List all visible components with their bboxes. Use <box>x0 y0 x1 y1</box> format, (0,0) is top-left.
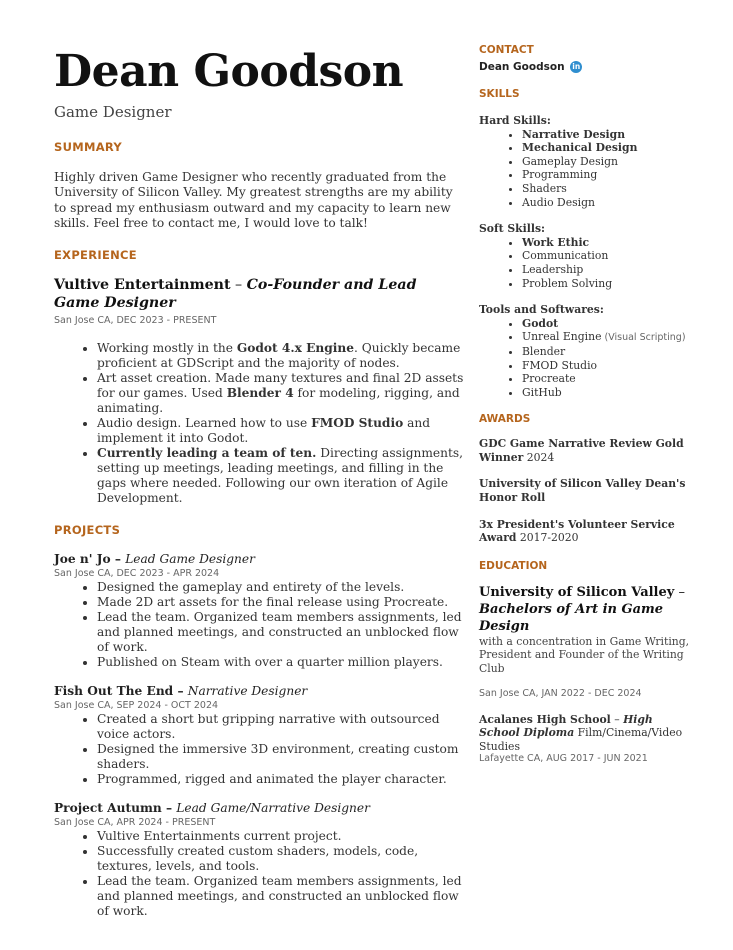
experience-heading: EXPERIENCE <box>54 248 137 263</box>
list-item: • Designed the gameplay and entirety of the levels. <box>97 580 464 595</box>
linkedin-icon[interactable]: in <box>570 61 582 73</box>
education-meta: San Jose CA, JAN 2022 - DEC 2024 <box>479 687 642 699</box>
project-item: Fish Out The End – Narrative Designer San Jose CA, SEP 2024 - OCT 2024 • Created a short but gripping narrative with outsourced voice actors. • Designed the immersive 3D environment, creating custom shaders. • Programmed, rigged and animated the player character. <box>54 684 464 787</box>
title-dash: – <box>230 277 247 294</box>
project-item: Project Autumn – Lead Game/Narrative Designer San Jose CA, APR 2024 - PRESENT • Vultive Entertainments current project. • Successfully created custom shaders, models, code, textures, levels, and tools. • Lead the team. Organized team members assignments, led and planned meetings, and constructed an unblocked flow of work. <box>54 801 464 919</box>
hard-skills-list <box>479 128 694 210</box>
skills-heading: SKILLS <box>479 88 520 100</box>
list-item: • Published on Steam with over a quarter million players. <box>97 655 464 670</box>
project-item: Joe n' Jo – Lead Game Designer San Jose CA, DEC 2023 - APR 2024 • Designed the gameplay and entirety of the levels. • Made 2D art assets for the final release using Procreate. • Lead the team. Organized team members assignments, led and planned meetings, and constructed an unblocked flow of work. • Published on Steam with over a quarter million players. <box>54 552 464 670</box>
degree-name: Bachelors of Art in Game Design <box>479 601 664 634</box>
list-item: • Currently leading a team of ten. Directing assignments, setting up meetings, leading meetings, and filling in the gaps where needed. Following our own iteration of Agile Development. <box>97 446 464 506</box>
list-item: • Communication <box>522 249 694 263</box>
list-item: • Gameplay Design <box>522 155 694 169</box>
list-item: • Programming <box>522 168 694 182</box>
experience-bullets <box>54 341 464 506</box>
list-item: • Working mostly in the Godot 4.x Engine. Quickly became proficient at GDScript and the majority of nodes. <box>97 341 464 371</box>
award-item: 3x President's Volunteer Service Award 2017-2020 <box>479 517 675 545</box>
list-item: • Designed the immersive 3D environment, creating custom shaders. <box>97 742 464 772</box>
summary-heading: SUMMARY <box>54 140 123 154</box>
project-meta: San Jose CA, SEP 2024 - OCT 2024 <box>54 700 219 712</box>
award-item: GDC Game Narrative Review Gold Winner 2024 <box>479 437 684 464</box>
list-item: • Created a short but gripping narrative with outsourced voice actors. <box>97 712 464 742</box>
candidate-name: Dean Goodson <box>54 46 404 97</box>
education-detail: Film/Cinema/Video Studies <box>479 726 683 753</box>
tools-heading: Tools and Softwares: <box>479 303 604 317</box>
list-item: • Narrative Design <box>522 128 694 142</box>
contact-name[interactable]: Dean Goodson <box>479 61 565 73</box>
left-column <box>54 44 464 919</box>
project-role: Narrative Designer <box>187 684 308 699</box>
list-item: • Shaders <box>522 182 694 196</box>
list-item: • Made 2D art assets for the final release using Procreate. <box>97 595 464 610</box>
list-item: • Lead the team. Organized team members assignments, led and planned meetings, and constructed an unblocked flow of work. <box>97 610 464 655</box>
soft-skills-heading: Soft Skills: <box>479 222 546 236</box>
experience-title <box>54 276 464 312</box>
school-name: Acalanes High School <box>479 712 611 726</box>
hard-skills-heading: Hard Skills: <box>479 114 551 127</box>
tools-list <box>479 317 694 400</box>
company-name: Vultive Entertainment <box>54 277 231 294</box>
project-name: Fish Out The End <box>54 684 174 699</box>
right-column <box>479 44 694 764</box>
list-item: • Lead the team. Organized team members assignments, led and planned meetings, and constructed an unblocked flow of work. <box>97 874 464 919</box>
award-item: University of Silicon Valley Dean's Honor Roll <box>479 477 686 505</box>
project-meta: San Jose CA, DEC 2023 - APR 2024 <box>54 568 220 580</box>
list-item: • Art asset creation. Made many textures and final 2D assets for our games. Used Blender 4 for modeling, rigging, and animating. <box>97 371 464 416</box>
education-heading: EDUCATION <box>479 559 548 572</box>
list-item: • Leadership <box>522 263 694 277</box>
project-meta: San Jose CA, APR 2024 - PRESENT <box>54 817 216 829</box>
contact-heading: CONTACT <box>479 44 534 56</box>
degree-name: High School Diploma <box>479 712 653 740</box>
list-item: • Audio Design <box>522 196 694 210</box>
list-item: • Work Ethic <box>522 236 694 250</box>
project-name: Joe n' Jo <box>54 552 111 567</box>
job-position: Co-Founder and Lead Game Designer <box>54 277 417 312</box>
project-name: Project Autumn <box>54 801 162 816</box>
list-item: • Successfully created custom shaders, models, code, textures, levels, and tools. <box>97 844 464 874</box>
experience-meta: San Jose CA, DEC 2023 - PRESENT <box>54 315 217 327</box>
school-name: University of Silicon Valley <box>479 584 675 600</box>
education-detail: with a concentration in Game Writing, President and Founder of the Writing Club <box>479 634 690 676</box>
list-item: • Vultive Entertainments current project. <box>97 829 464 844</box>
project-role: Lead Game Designer <box>125 552 255 567</box>
list-item: • Problem Solving <box>522 277 694 291</box>
list-item: • Audio design. Learned how to use FMOD Studio and implement it into Godot. <box>97 416 464 446</box>
soft-skills-list <box>479 236 694 290</box>
list-item: • Programmed, rigged and animated the player character. <box>97 772 464 787</box>
summary-text: Highly driven Game Designer who recently graduated from the University of Silicon Valley. My greatest strengths are my ability to spread my enthusiasm outward and my capacity to learn new skills. Feel free to contact me, I would love to talk! <box>54 170 453 230</box>
candidate-role: Game Designer <box>54 103 172 121</box>
awards-heading: AWARDS <box>479 413 531 426</box>
list-item: • Blender <box>522 345 694 359</box>
list-item: • Procreate <box>522 372 694 386</box>
education-title: Acalanes High School – High School Diploma Film/Cinema/Video Studies <box>479 712 683 753</box>
project-role: Lead Game/Narrative Designer <box>176 801 370 816</box>
contact-line <box>479 61 694 73</box>
list-item: • FMOD Studio <box>522 359 694 373</box>
education-title: University of Silicon Valley – Bachelors of Art in Game Design <box>479 584 685 634</box>
list-item: • GitHub <box>522 386 694 400</box>
projects-heading: PROJECTS <box>54 523 121 538</box>
list-item: • Mechanical Design <box>522 141 694 155</box>
list-item: • Unreal Engine (Visual Scripting) <box>522 330 694 345</box>
list-item: • Godot <box>522 317 694 331</box>
education-meta: Lafayette CA, AUG 2017 - JUN 2021 <box>479 753 648 765</box>
